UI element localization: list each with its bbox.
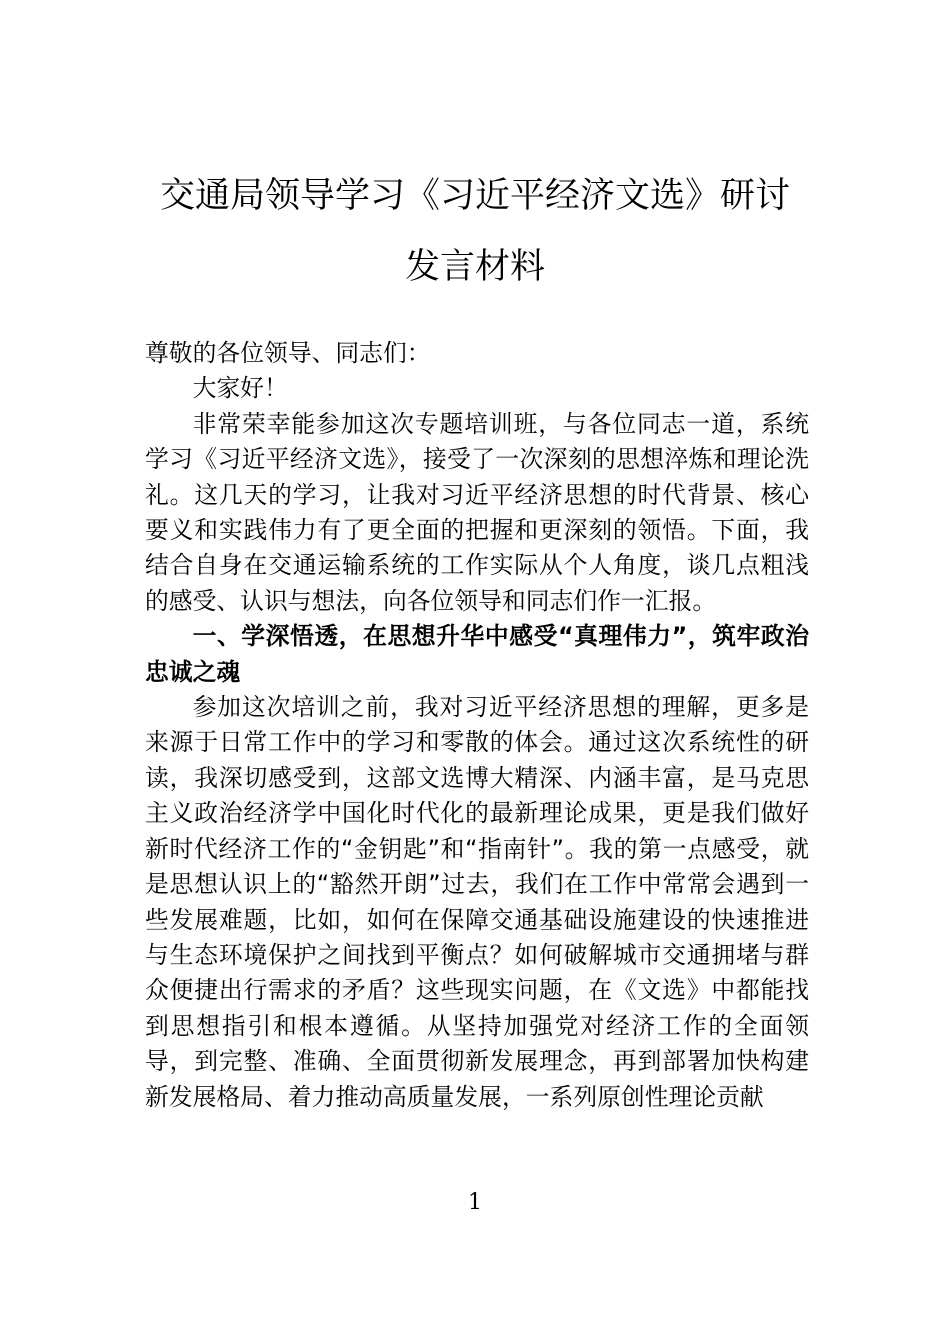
document-body <box>145 336 809 1115</box>
document-title-line-2: 发言材料 <box>404 247 545 287</box>
page-number: 1 <box>468 1190 482 1215</box>
greeting: 大家好！ <box>192 374 288 403</box>
section-heading-1: 一、学深悟透，在思想升华中感受“真理伟力”，筑牢政治忠诚之魂 <box>145 622 809 686</box>
document-title-line-1: 交通局领导学习《习近平经济文选》研讨 <box>159 176 790 216</box>
section-1-paragraph: 参加这次培训之前，我对习近平经济思想的理解，更多是来源于日常工作中的学习和零散的体会。通过这次系统性的研读，我深切感受到，这部文选博大精深、内涵丰富，是马克思主义政治经济学中国化时代化的最新理论成果，更是我们做好新时代经济工作的“金钥匙”和“指南针”。我的第一点感受，就是思想认识上的“豁然开朗”过去，我们在工作中常常会遇到一些发展难题，比如，如何在保障交通基础设施建设的快速推进与生态环境保护之间找到平衡点？如何破解城市交通拥堵与群众便捷出行需求的矛盾？这些现实问题，在《文选》中都能找到思想指引和根本遵循。从坚持加强党对经济工作的全面领导，到完整、准确、全面贯彻新发展理念，再到部署加快构建新发展格局、着力推动高质量发展，一系列原创性理论贡献 <box>145 693 809 1111</box>
salutation: 尊敬的各位领导、同志们： <box>145 339 431 367</box>
intro-paragraph: 非常荣幸能参加这次专题培训班，与各位同志一道，系统学习《习近平经济文选》，接受了一次深刻的思想淬炼和理论洗礼。这几天的学习，让我对习近平经济思想的时代背景、核心要义和实践伟力有了更全面的把握和更深刻的领悟。下面，我结合自身在交通运输系统的工作实际从个人角度，谈几点粗浅的感受、认识与想法，向各位领导和同志们作一汇报。 <box>145 409 809 615</box>
